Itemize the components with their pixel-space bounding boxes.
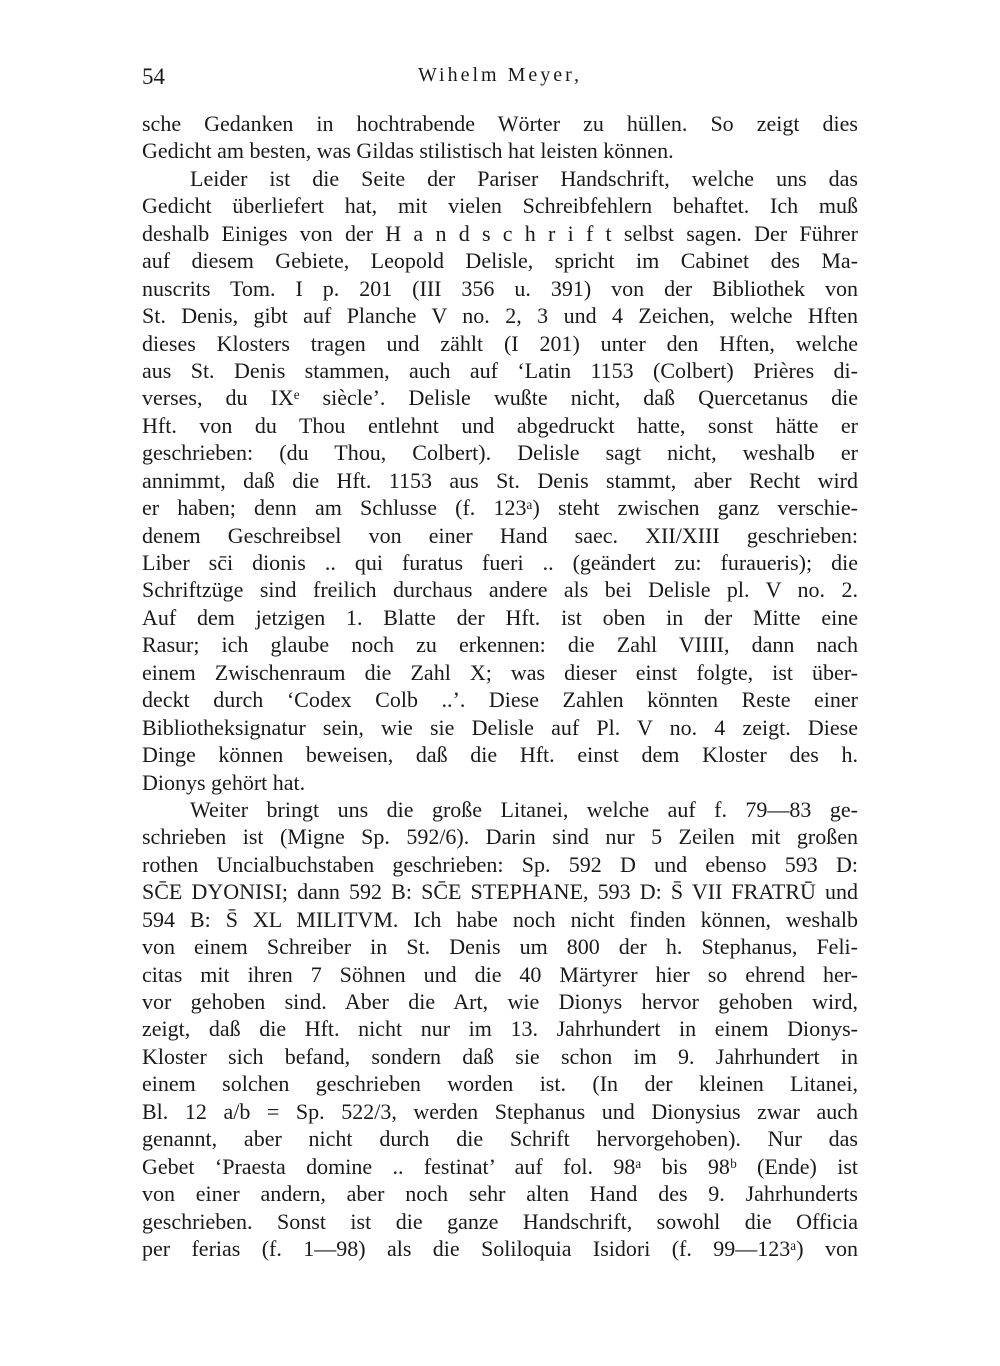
text-line: denem Geschreibsel von einer Hand saec. XII/XIII geschrieben: [142, 522, 858, 548]
text-line: deshalb Einiges von der H a n d s c h r i f t selbst sagen. Der Führer [142, 220, 858, 246]
text-line: annimmt, daß die Hft. 1153 aus St. Denis stammt, aber Recht wird [142, 467, 858, 493]
text-line: dieses Klosters tragen und zählt (I 201) unter den Hften, welche [142, 330, 858, 356]
text-line: Gebet ‘Praesta domine .. festinat’ auf fol. 98ᵃ bis 98ᵇ (Ende) ist [142, 1153, 858, 1179]
text-line: Schriftzüge sind freilich durchaus andere als bei Delisle pl. V no. 2. [142, 577, 858, 603]
text-line: per ferias (f. 1—98) als die Soliloquia Isidori (f. 99—123ᵃ) von [142, 1235, 858, 1261]
text-line: von einer andern, aber noch sehr alten Hand des 9. Jahrhunderts [142, 1181, 858, 1207]
text-line: verses, du IXᵉ siècle’. Delisle wußte nicht, daß Quercetanus die [142, 385, 858, 411]
text-line: einem Zwischenraum die Zahl X; was dieser einst folgte, ist über- [142, 659, 858, 685]
text-line: Kloster sich befand, sondern daß sie schon im 9. Jahrhundert in [142, 1043, 858, 1069]
text-line: Weiter bringt uns die große Litanei, welche auf f. 79—83 ge- [190, 796, 858, 822]
text-line: geschrieben: (du Thou, Colbert). Delisle sagt nicht, weshalb er [142, 440, 858, 466]
text-line: deckt durch ‘Codex Colb ..’. Diese Zahlen könnten Reste einer [142, 687, 858, 713]
body-text [142, 110, 858, 1262]
text-line: nuscrits Tom. I p. 201 (III 356 u. 391) von der Bibliothek von [142, 275, 858, 301]
page-header [142, 64, 858, 96]
text-line: SC̄E DYONISI; dann 592 B: SC̄E STEPHANE, 593 D: S̄ VII FRATRŪ und [142, 879, 858, 905]
text-line: 594 B: S̄ XL MILITVM. Ich habe noch nicht finden können, weshalb [142, 906, 858, 932]
text-line: Leider ist die Seite der Pariser Handschrift, welche uns das [190, 165, 858, 191]
text-line: sche Gedanken in hochtrabende Wörter zu hüllen. So zeigt dies [142, 111, 858, 136]
text-line: Gedicht am besten, was Gildas stilistisch hat leisten können. [142, 138, 674, 164]
text-line: Rasur; ich glaube noch zu erkennen: die Zahl VIIII, dann nach [142, 632, 858, 658]
text-line: schrieben ist (Migne Sp. 592/6). Darin sind nur 5 Zeilen mit großen [142, 824, 858, 850]
text-line: einem solchen geschrieben worden ist. (In der kleinen Litanei, [142, 1071, 858, 1097]
running-head: Wihelm Meyer, [417, 64, 583, 86]
text-line: Auf dem jetzigen 1. Blatte der Hft. ist oben in der Mitte eine [142, 604, 858, 630]
text-line: geschrieben. Sonst ist die ganze Handschrift, sowohl die Officia [142, 1208, 858, 1234]
text-line: aus St. Denis stammen, auch auf ‘Latin 1153 (Colbert) Prières di- [142, 357, 858, 383]
text-line: Gedicht überliefert hat, mit vielen Schreibfehlern behaftet. Ich muß [142, 193, 858, 219]
text-line: citas mit ihren 7 Söhnen und die 40 Märtyrer hier so ehrend her- [142, 961, 858, 987]
text-line: auf diesem Gebiete, Leopold Delisle, spricht im Cabinet des Ma- [142, 248, 858, 274]
text-line: Dionys gehört hat. [142, 769, 306, 795]
text-line: zeigt, daß die Hft. nicht nur im 13. Jahrhundert in einem Dionys- [142, 1016, 858, 1042]
text-line: Bl. 12 a/b = Sp. 522/3, werden Stephanus und Dionysius zwar auch [142, 1098, 858, 1124]
text-line: St. Denis, gibt auf Planche V no. 2, 3 und 4 Zeichen, welche Hften [142, 303, 858, 329]
text-line: von einem Schreiber in St. Denis um 800 der h. Stephanus, Feli- [142, 934, 858, 960]
text-line: Liber sc̄i dionis .. qui furatus fueri .. (geändert zu: furaueris); die [142, 550, 858, 575]
text-line: vor gehoben sind. Aber die Art, wie Dionys hervor gehoben wird, [142, 989, 858, 1014]
text-line: rothen Uncialbuchstaben geschrieben: Sp. 592 D und ebenso 593 D: [142, 851, 858, 877]
text-line: Bibliotheksignatur sein, wie sie Delisle auf Pl. V no. 4 zeigt. Diese [142, 714, 858, 740]
text-line: genannt, aber nicht durch die Schrift hervorgehoben). Nur das [142, 1126, 858, 1152]
text-line: Dinge können beweisen, daß die Hft. einst dem Kloster des h. [142, 742, 858, 768]
text-line: Hft. von du Thou entlehnt und abgedruckt hatte, sonst hätte er [142, 412, 858, 438]
text-line: er haben; denn am Schlusse (f. 123ᵃ) steht zwischen ganz verschie- [142, 495, 858, 521]
page-number: 54 [142, 64, 165, 89]
